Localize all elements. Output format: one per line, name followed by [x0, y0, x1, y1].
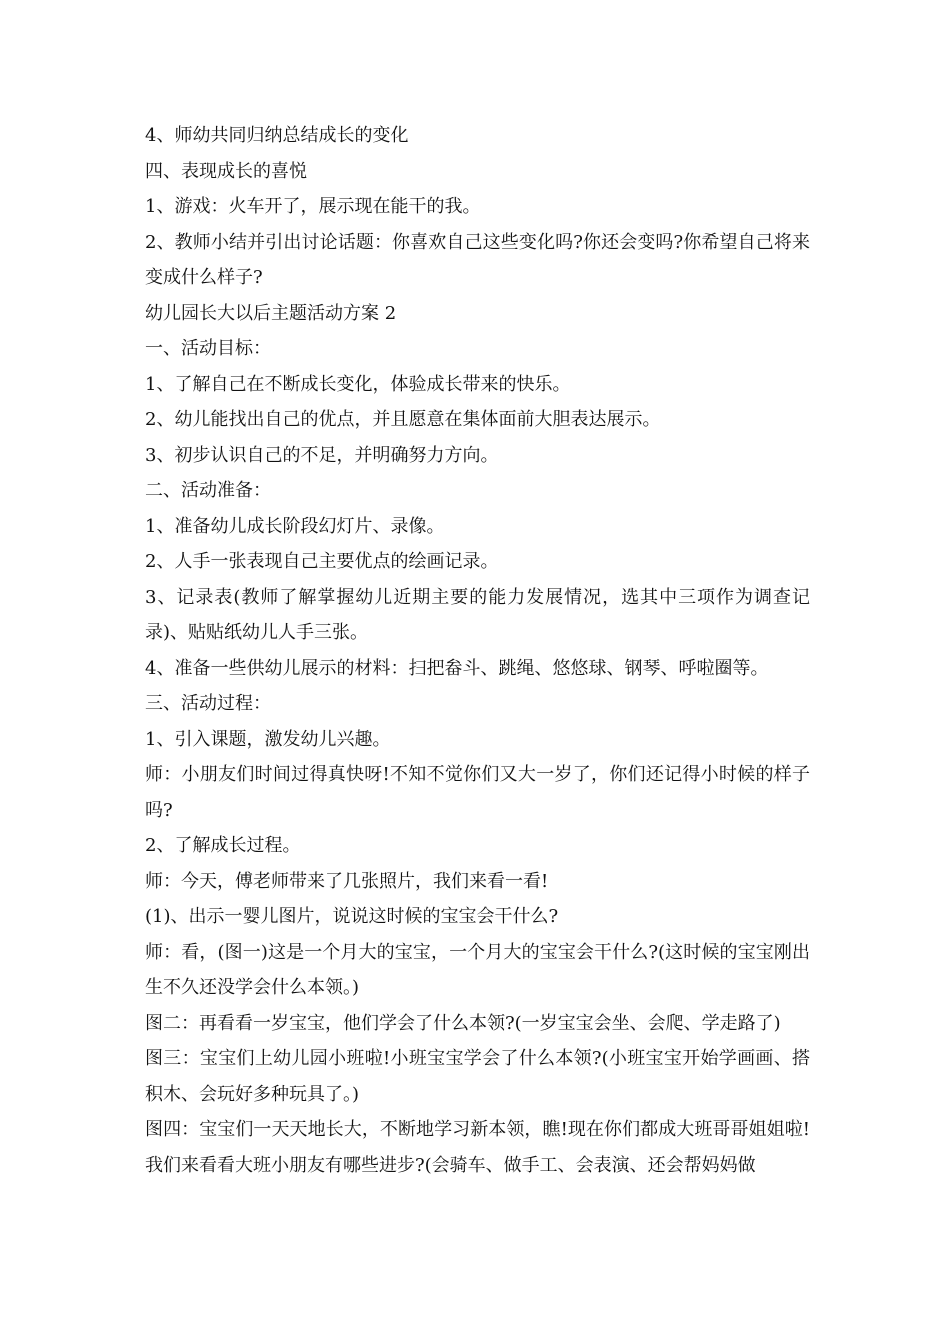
paragraph-line: 图三：宝宝们上幼儿园小班啦!小班宝宝学会了什么本领?(小班宝宝开始学画画、搭积木、会玩好多种玩具了。) — [145, 1048, 810, 1105]
paragraph-line: 4、师幼共同归纳总结成长的变化 — [145, 125, 409, 146]
paragraph-line: 1、引入课题，激发幼儿兴趣。 — [145, 728, 391, 750]
paragraph-line: 1、准备幼儿成长阶段幻灯片、录像。 — [145, 515, 445, 537]
section-heading: 三、活动过程： — [145, 693, 271, 714]
paragraph-line: 师：小朋友们时间过得真快呀!不知不觉你们又大一岁了，你们还记得小时候的样子吗? — [145, 764, 810, 821]
paragraph-line: 师：今天，傅老师带来了几张照片，我们来看一看! — [145, 870, 549, 892]
section-heading: 一、活动目标： — [145, 338, 271, 359]
paragraph-line: 1、游戏：火车开了，展示现在能干的我。 — [145, 196, 481, 217]
paragraph-line: 2、教师小结并引出讨论话题：你喜欢自己这些变化吗?你还会变吗?你希望自己将来变成什么样子? — [145, 231, 810, 288]
paragraph-line: 1、了解自己在不断成长变化，体验成长带来的快乐。 — [145, 373, 571, 395]
paragraph-line: 图二：再看看一岁宝宝，他们学会了什么本领?(一岁宝宝会坐、会爬、学走路了) — [145, 1012, 781, 1034]
paragraph-line: 4、准备一些供幼儿展示的材料：扫把畚斗、跳绳、悠悠球、钢琴、呼啦圈等。 — [145, 657, 769, 679]
paragraph-line: 2、幼儿能找出自己的优点，并且愿意在集体面前大胆表达展示。 — [145, 409, 661, 430]
document-subtitle: 幼儿园长大以后主题活动方案 2 — [145, 302, 397, 324]
paragraph-line: 3、初步认识自己的不足，并明确努力方向。 — [145, 444, 499, 466]
paragraph-line: 师：看，(图一)这是一个月大的宝宝，一个月大的宝宝会干什么?(这时候的宝宝刚出生不久还没学会什么本领。) — [145, 941, 810, 998]
paragraph-line: (1)、出示一婴儿图片，说说这时候的宝宝会干什么? — [145, 906, 559, 927]
paragraph-line: 2、人手一张表现自己主要优点的绘画记录。 — [145, 551, 499, 572]
section-heading: 四、表现成长的喜悦 — [145, 160, 307, 182]
section-heading: 二、活动准备： — [145, 480, 271, 501]
paragraph-line: 图四：宝宝们一天天地长大，不断地学习新本领，瞧!现在你们都成大班哥哥姐姐啦!我们来看看大班小朋友有哪些进步?(会骑车、做手工、会表演、还会帮妈妈做 — [145, 1119, 810, 1176]
document-body — [145, 118, 810, 1183]
paragraph-line: 3、记录表(教师了解掌握幼儿近期主要的能力发展情况，选其中三项作为调查记录)、贴贴纸幼儿人手三张。 — [145, 586, 810, 643]
paragraph-line: 2、了解成长过程。 — [145, 835, 301, 856]
